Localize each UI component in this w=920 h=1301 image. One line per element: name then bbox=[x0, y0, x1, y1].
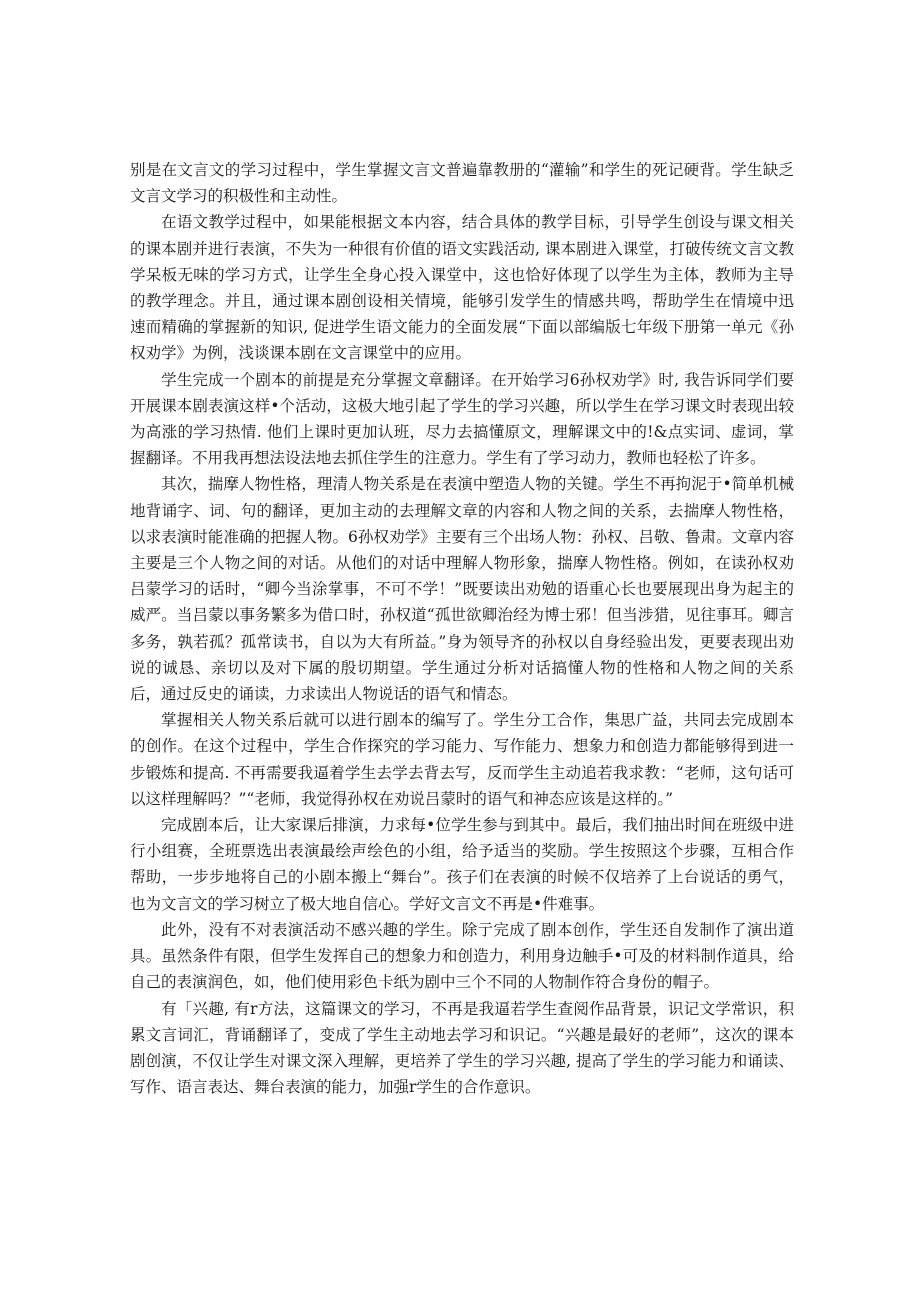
paragraph-character-analysis: 其次，揣摩人物性格，理清人物关系是在表演中塑造人物的关键。学生不再拘泥于•简单机械地背诵字、词、句的翻译，更加主动的去理解文章的内容和人物之间的关系，去揣摩人物性格，以求表演时能准确的把握人物。6孙权劝学》主要有三个出场人物：孙权、吕敬、鲁肃。文章内容主要是三个人物之间的对话。从他们的对话中理解人物形象，揣摩人物性格。例如，在读孙权劝吕蒙学习的话时，“卿今当涂掌事，不可不学！”既要读出劝勉的语重心长也要展现出身为起主的威严。当吕蒙以事务繁多为借口时，孙权道“孤世欲卿治经为博士邪！但当涉猎，见往事耳。卿言多务，孰若孤？孤常读书，自以为大有所益。”身为领导齐的孙权以自身经验出发，更要表现出劝说的诚恳、亲切以及对下属的殷切期望。学生通过分析对话搞懂人物的性格和人物之间的关系后，通过反史的诵读，力求读出人物说话的语气和情态。 bbox=[130, 475, 794, 704]
paragraph-continuation: 别是在文言文的学习过程中，学生掌握文言文普遍靠教册的“灌输”和学生的死记硬背。学生缺乏文言文学习的积极性和主动性。 bbox=[130, 161, 794, 206]
paragraph-script-writing: 掌握相关人物关系后就可以进行剧本的编写了。学生分工合作，集思广益，共同去完成剧本的创作。在这个过程中，学生合作探究的学习能力、写作能力、想象力和创造力都能够得到进一步锻炼和提高. 不再需要我逼着学生去学去背去写，反而学生主动追若我求教：“老师，这句话可以这样理解吗？”“老师，我觉得孙权在劝说吕蒙时的语气和神态应该是这样的。” bbox=[130, 711, 794, 808]
paragraph-introduction: 在语文教学过程中，如果能根据文本内容，结合具体的教学目标，引导学生创设与课文相关的课本剧并进行表演，不失为一种很有价值的语文实践活动, 课本剧进入课堂，打破传统文言文教学呆板无味的学习方式，让学生全身心投入课堂中，这也恰好体现了以学生为主体，教师为主导的教学理念。并且，通过课本剧创设相关情境，能够引发学生的情感共鸣，帮助学生在情境中迅速而精确的掌握新的知识, 促进学生语文能力的全面发展“下面以部编版七年级下册第一单元《孙权劝学》为例，浅谈课本剧在文言课堂中的应用。 bbox=[130, 213, 794, 363]
paragraph-rehearsal: 完成剧本后，让大家课后排演，力求每•位学生参与到其中。最后，我们抽出时间在班级中进行小组赛，全班票选出表演最绘声绘色的小组，给予适当的奖励。学生按照这个步骤，互相合作帮助，一步步地将自己的小剧本搬上“舞台”。孩子们在表演的时候不仅培养了上台说话的勇气，也为文言文的学习树立了极大地自信心。学好文言文不再是•件难事。 bbox=[130, 816, 794, 913]
paragraph-props: 此外，没有不对表演活动不感兴趣的学生。除亍完成了剧本创作，学生还自发制作了演出道具。虽然条件有限，但学生发挥自己的想象力和创造力，利用身边触手•可及的材料制作道具，给自己的表演润色，如，他们使用彩色卡纸为剧中三个不同的人物制作符合身份的帽子。 bbox=[130, 920, 794, 992]
paragraph-conclusion: 有「兴趣, 有r方法，这篇课文的学习，不再是我逼若学生查阅作品背景，识记文学常识，积累文言词汇，背诵翻译了，变成了学生主动地去学习和识记。“兴趣是最好的老师”，这次的课本剧创演，不仅让学生对课文深入理解，更培养了学生的学习兴趣, 提高了学生的学习能力和诵读、写作、语言表达、舞台表演的能力，加强r学生的合作意识。 bbox=[130, 999, 794, 1097]
document-page bbox=[130, 157, 794, 1100]
paragraph-translation: 学生完成一个剧本的前提是充分掌握文章翻译。在开始学习6孙权劝学》时, 我告诉同学们要开展课本剧表演这样•个活动，这极大地引起了学生的学习兴趣，所以学生在学习课文时表现出较为高涨的学习热情. 他们上课时更加认班，尽力去搞懂原文，理解课文中的!&点实词、虚词，掌握翻译。不用我再想法设法地去抓住学生的注意力。学生有了学习动力，教师也轻松了许多。 bbox=[130, 370, 794, 468]
